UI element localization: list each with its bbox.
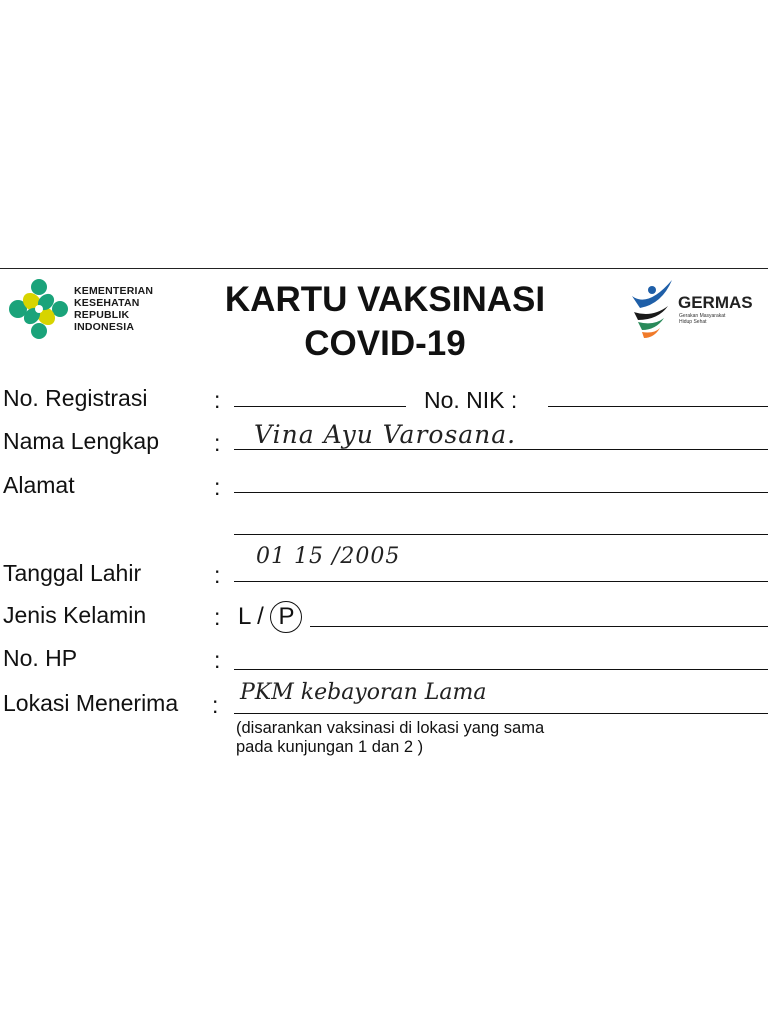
nama-line[interactable] xyxy=(234,449,768,450)
hp-label: No. HP xyxy=(3,645,78,671)
ministry-line: REPUBLIK xyxy=(74,309,130,321)
title-line-2: COVID-19 xyxy=(304,324,466,363)
hp-colon: : xyxy=(214,647,221,673)
card-top-border xyxy=(0,268,768,269)
kemenkes-logo-icon xyxy=(8,278,70,340)
germas-tagline-line: Gerakan Masyarakat xyxy=(679,313,726,319)
jenis-option-l[interactable]: L / xyxy=(238,603,264,630)
germas-tagline xyxy=(679,313,759,325)
alamat-colon: : xyxy=(214,474,221,500)
note-line: (disarankan vaksinasi di lokasi yang sama xyxy=(236,719,545,737)
registrasi-line[interactable] xyxy=(234,406,406,407)
jenis-option-p-circled[interactable]: P xyxy=(270,601,302,633)
tanggal-value: 01 15 /2005 xyxy=(256,544,401,569)
nama-value: Vina Ayu Varosana. xyxy=(254,420,517,449)
ministry-line: KEMENTERIAN xyxy=(74,285,154,297)
lokasi-colon: : xyxy=(212,692,219,718)
jenis-line[interactable] xyxy=(310,626,768,627)
note-line: pada kunjungan 1 dan 2 ) xyxy=(236,738,424,756)
jenis-label: Jenis Kelamin xyxy=(3,602,147,628)
alamat-label: Alamat xyxy=(3,472,75,498)
card-title xyxy=(190,278,580,366)
ministry-line: KESEHATAN xyxy=(74,297,140,309)
title-line-1: KARTU VAKSINASI xyxy=(224,280,546,319)
tanggal-line[interactable] xyxy=(234,581,768,582)
germas-tagline-line: Hidup Sehat xyxy=(679,319,707,325)
lokasi-label: Lokasi Menerima xyxy=(3,690,179,716)
tanggal-colon: : xyxy=(214,562,221,588)
alamat-line-2[interactable] xyxy=(234,534,768,535)
nama-label: Nama Lengkap xyxy=(3,428,159,454)
hp-line[interactable] xyxy=(234,669,768,670)
germas-wordmark: GERMAS xyxy=(678,293,753,312)
germas-logo-icon xyxy=(628,278,678,338)
ministry-line: INDONESIA xyxy=(74,321,135,333)
lokasi-note xyxy=(236,719,544,757)
jenis-colon: : xyxy=(214,604,221,630)
lokasi-value: PKM kebayoran Lama xyxy=(240,680,487,705)
nik-label: No. NIK : xyxy=(424,387,518,413)
jenis-options xyxy=(238,601,302,633)
lokasi-line[interactable] xyxy=(234,713,768,714)
alamat-line-1[interactable] xyxy=(234,492,768,493)
registrasi-label: No. Registrasi xyxy=(3,385,148,411)
nik-line[interactable] xyxy=(548,406,768,407)
ministry-name xyxy=(74,285,153,333)
nama-colon: : xyxy=(214,430,221,456)
registrasi-colon: : xyxy=(214,387,221,413)
tanggal-label: Tanggal Lahir xyxy=(3,560,142,586)
